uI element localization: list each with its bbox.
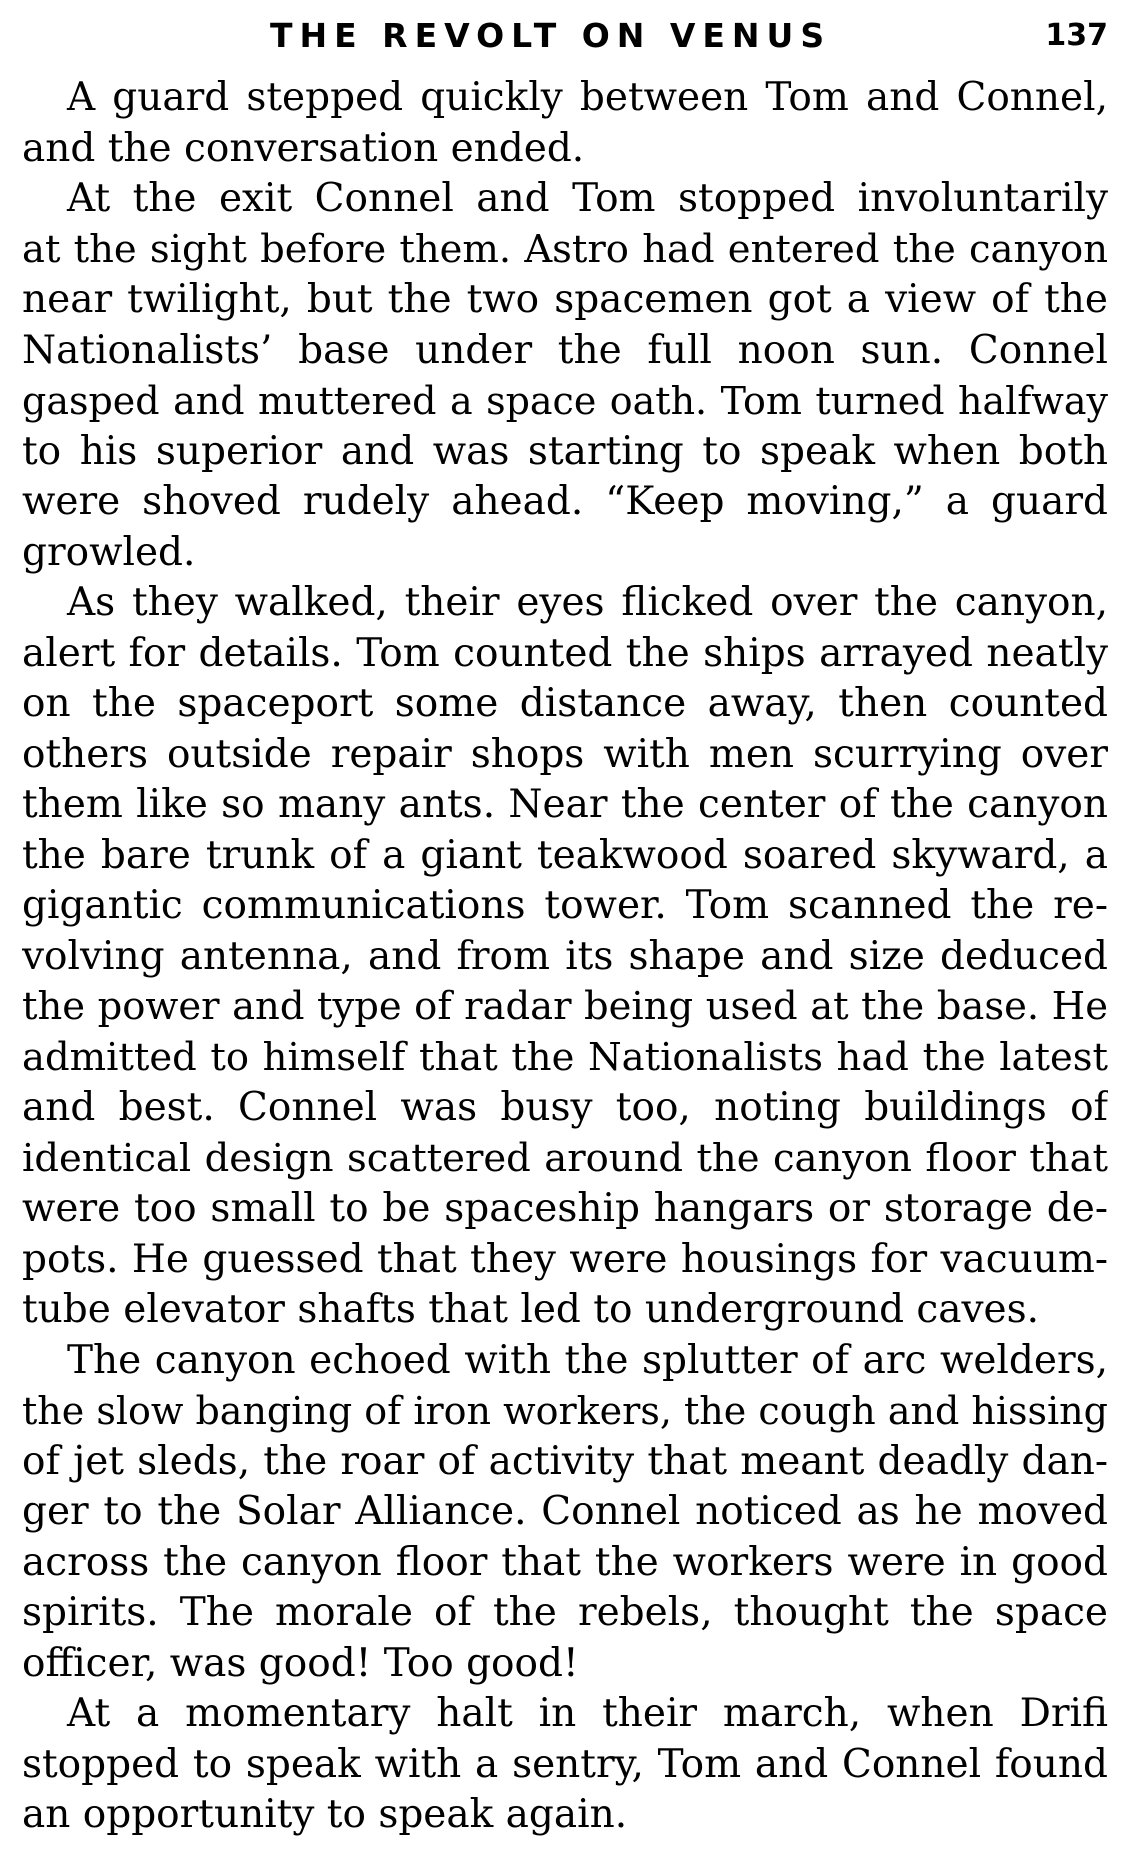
- body-text: [22, 73, 1108, 1841]
- text-line: others outside repair shops with men scurrying over: [22, 731, 1108, 777]
- text-line: were shoved rudely ahead. “Keep moving,” a guard: [22, 479, 1108, 524]
- text-line: to his superior and was starting to speak when both: [22, 428, 1108, 474]
- text-line: the slow banging of iron workers, the cough and hissing: [22, 1389, 1108, 1433]
- text-line: and best. Connel was busy too, noting buildings of: [22, 1085, 1108, 1130]
- text-line: stopped to speak with a sentry, Tom and Connel found: [22, 1741, 1108, 1787]
- text-line: were too small to be spaceship hangars or storage de-: [22, 1186, 1108, 1231]
- text-line: At a momentary halt in their march, when Drifi: [67, 1691, 1108, 1736]
- text-line: across the canyon floor that the workers were in good: [22, 1539, 1108, 1585]
- text-line: identical design scattered around the canyon floor that: [22, 1135, 1108, 1181]
- text-line: tube elevator shafts that led to underground caves.: [22, 1287, 1040, 1332]
- text-line: ger to the Solar Alliance. Connel noticed as he moved: [22, 1489, 1108, 1534]
- text-line: alert for details. Tom counted the ships arrayed neatly: [22, 630, 1108, 676]
- text-line: an opportunity to speak again.: [22, 1792, 628, 1837]
- text-line: A guard stepped quickly between Tom and Connel,: [67, 75, 1108, 120]
- text-line: at the sight before them. Astro had entered the canyon: [22, 226, 1108, 272]
- text-line: them like so many ants. Near the center of the canyon: [22, 782, 1108, 827]
- text-line: the bare trunk of a giant teakwood soared skyward, a: [22, 832, 1108, 878]
- text-line: the power and type of radar being used at the base. He: [22, 984, 1108, 1029]
- text-line: admitted to himself that the Nationalists had the latest: [22, 1034, 1108, 1080]
- text-line: gasped and muttered a space oath. Tom turned halfway: [22, 379, 1108, 423]
- text-line: near twilight, but the two spacemen got a view of the: [22, 277, 1108, 322]
- text-line: on the spaceport some distance away, then counted: [22, 681, 1108, 726]
- text-line: At the exit Connel and Tom stopped involuntarily: [67, 176, 1108, 221]
- text-line: volving antenna, and from its shape and size deduced: [22, 933, 1108, 979]
- page-header-title: THE REVOLT ON VENUS: [270, 16, 832, 55]
- text-line: As they walked, their eyes flicked over the canyon,: [67, 580, 1108, 625]
- text-line: and the conversation ended.: [22, 125, 585, 171]
- text-line: gigantic communications tower. Tom scanned the re-: [22, 883, 1108, 928]
- text-line: growled.: [22, 529, 196, 575]
- text-line: officer, was good! Too good!: [22, 1640, 579, 1686]
- running-head: [22, 14, 1108, 58]
- text-line: pots. He guessed that they were housings for vacuum-: [22, 1236, 1108, 1282]
- text-line: of jet sleds, the roar of activity that meant deadly dan-: [22, 1438, 1108, 1484]
- text-line: The canyon echoed with the splutter of arc welders,: [67, 1337, 1108, 1383]
- page-number: 137: [1045, 18, 1108, 53]
- text-line: Nationalists’ base under the full noon sun. Connel: [22, 327, 1108, 373]
- text-line: spirits. The morale of the rebels, thought the space: [22, 1590, 1108, 1635]
